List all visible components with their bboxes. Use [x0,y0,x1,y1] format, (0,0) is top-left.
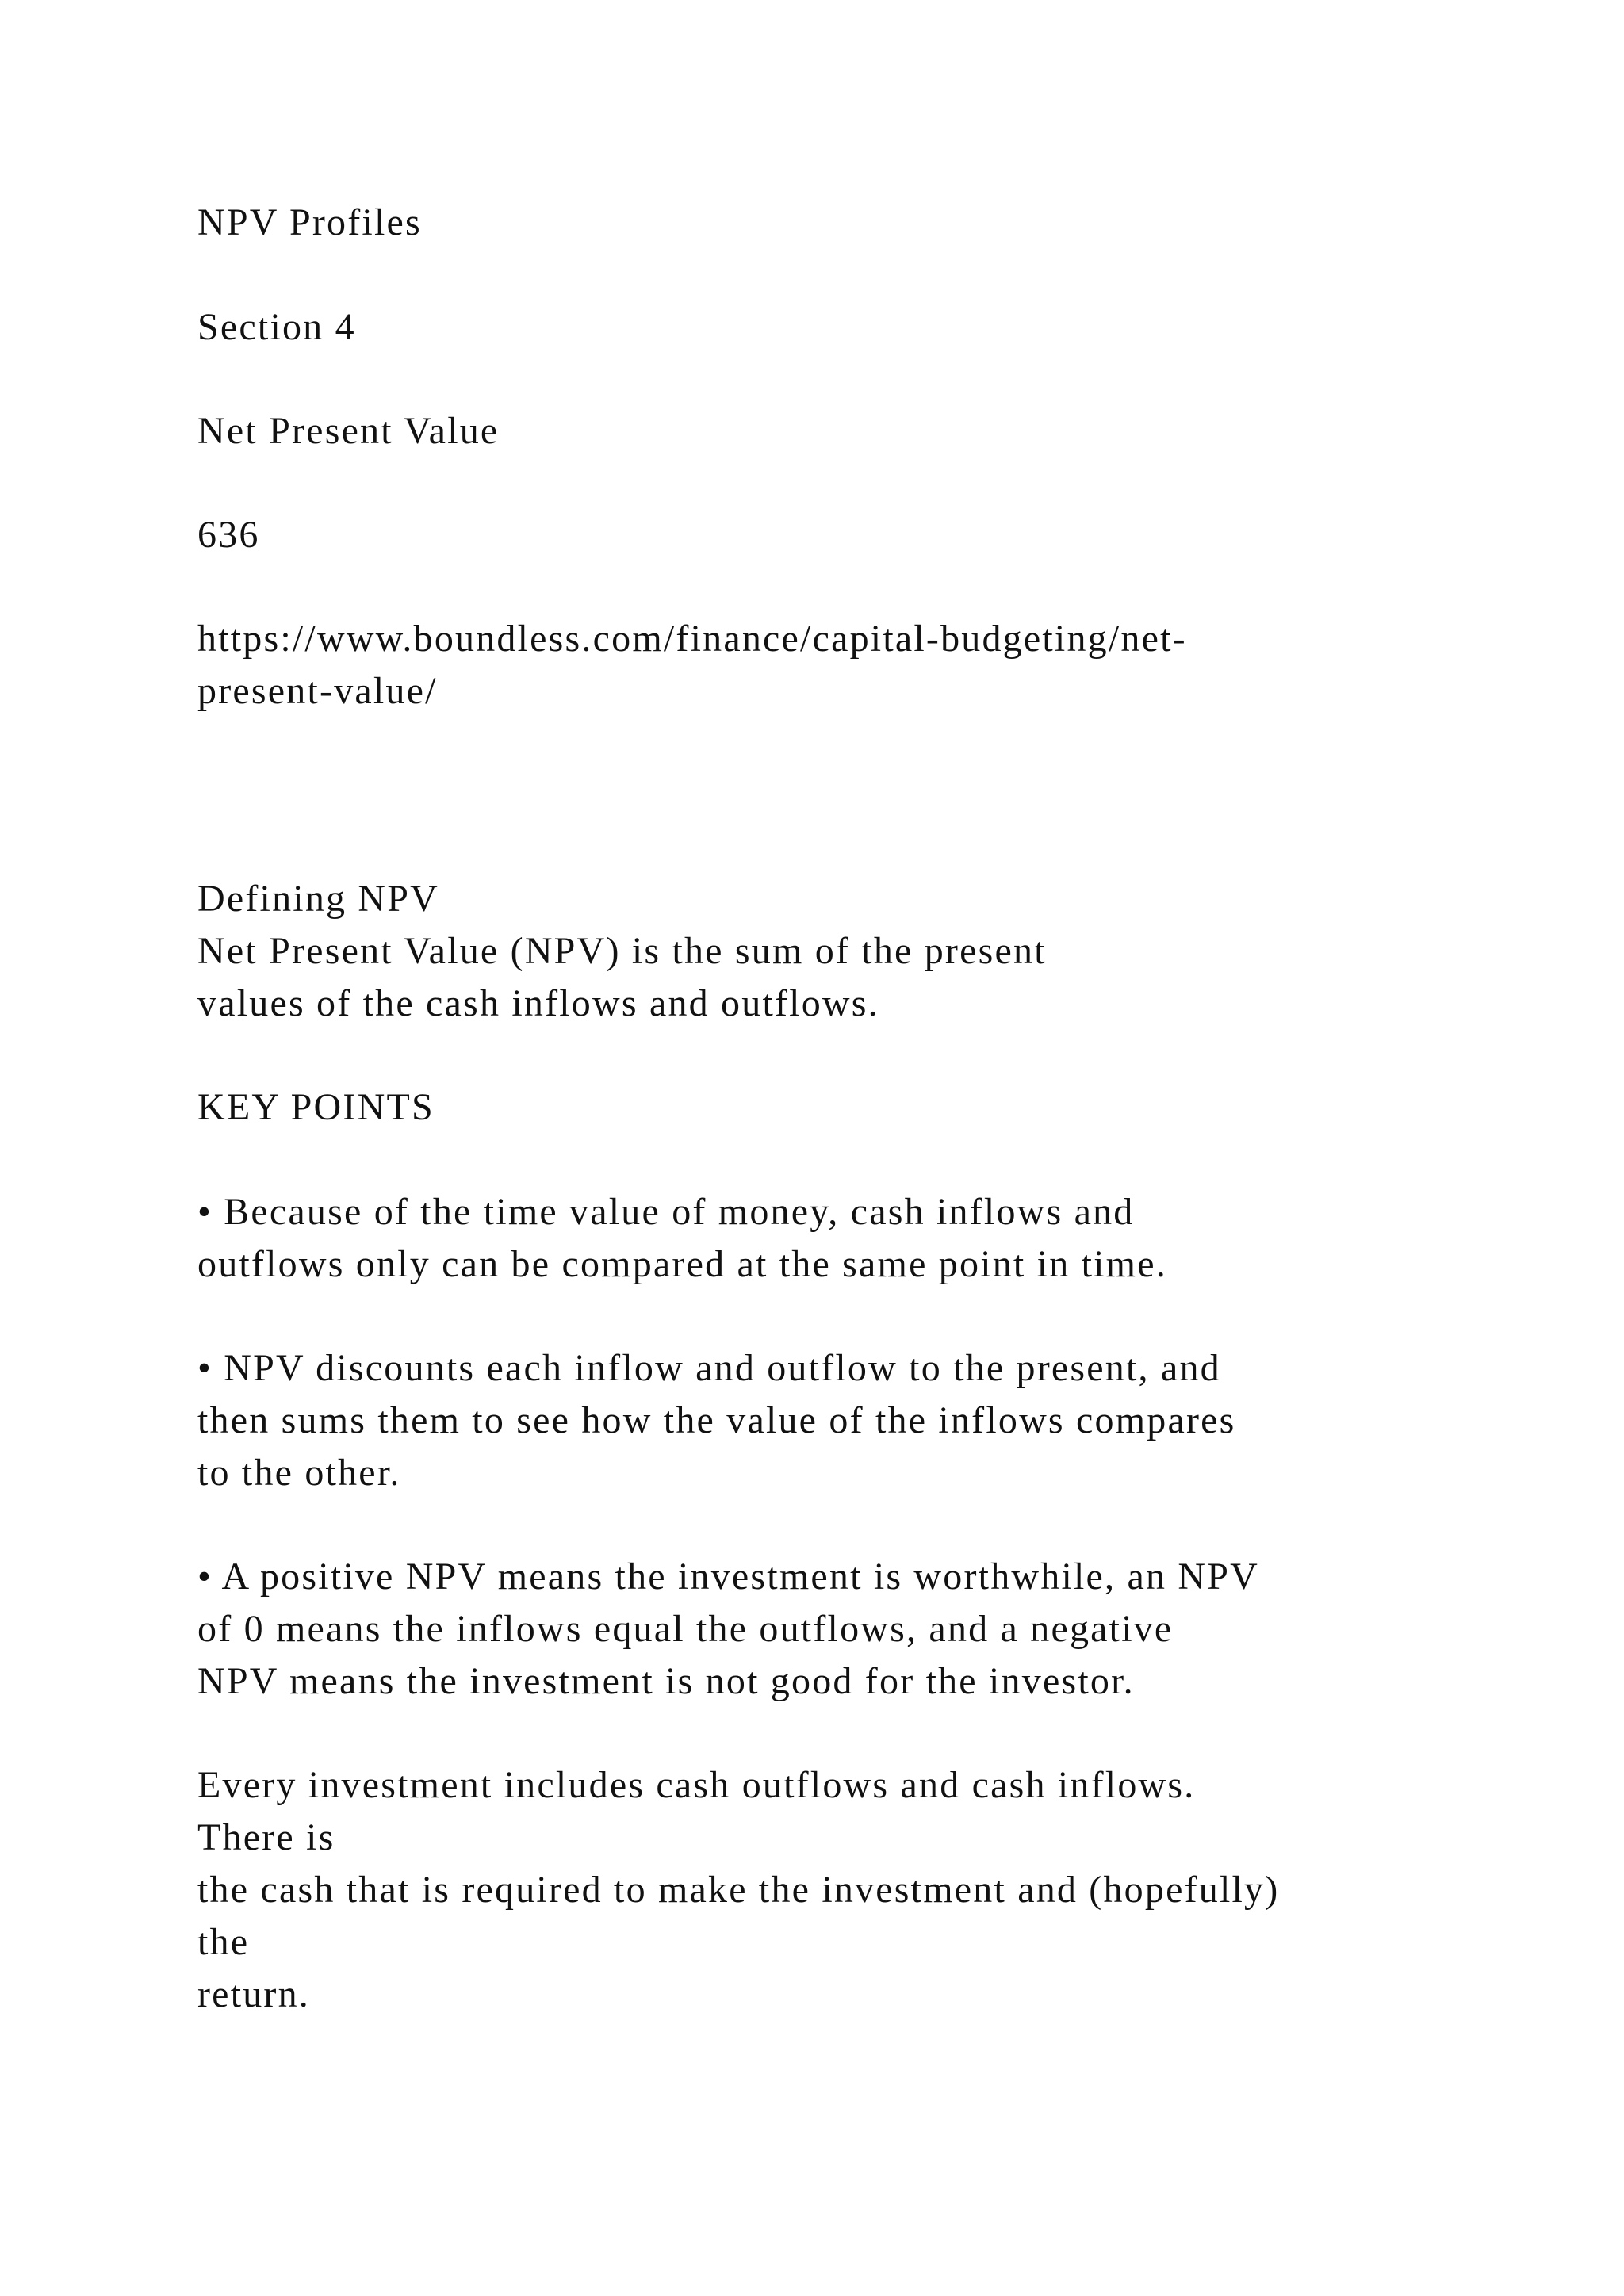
definition-line-2: values of the cash inflows and outflows. [197,982,879,1024]
definition-line-1: Net Present Value (NPV) is the sum of the present [197,930,1047,972]
bullet-1-line-2: outflows only can be compared at the same point in time. [197,1243,1167,1285]
bullet-3-line-1: • A positive NPV means the investment is worthwhile, an NPV [197,1556,1259,1598]
section-label: Section 4 [197,306,356,348]
bullet-3-line-2: of 0 means the inflows equal the outflows, and a negative [197,1608,1174,1650]
closing-line-4: the [197,1921,250,1963]
closing-line-5: return. [197,1973,311,2015]
bullet-2-line-2: then sums them to see how the value of the inflows compares [197,1399,1236,1441]
key-points-heading: KEY POINTS [197,1086,435,1128]
bullet-2-line-3: to the other. [197,1452,401,1494]
source-url-line-2: present-value/ [197,670,438,712]
closing-line-1: Every investment includes cash outflows and cash inflows. [197,1764,1196,1806]
bullet-1-line-1: • Because of the time value of money, cash inflows and [197,1191,1135,1233]
bullet-2-line-1: • NPV discounts each inflow and outflow to the present, and [197,1347,1221,1389]
closing-line-2: There is [197,1816,335,1858]
closing-line-3: the cash that is required to make the investment and (hopefully) [197,1869,1280,1911]
source-url-line-1: https://www.boundless.com/finance/capital-budgeting/net- [197,618,1187,660]
defining-npv-heading: Defining NPV [197,878,440,920]
section-heading: Net Present Value [197,410,500,452]
document-title: NPV Profiles [197,201,422,243]
page-number: 636 [197,514,260,556]
bullet-3-line-3: NPV means the investment is not good for the investor. [197,1660,1135,1702]
